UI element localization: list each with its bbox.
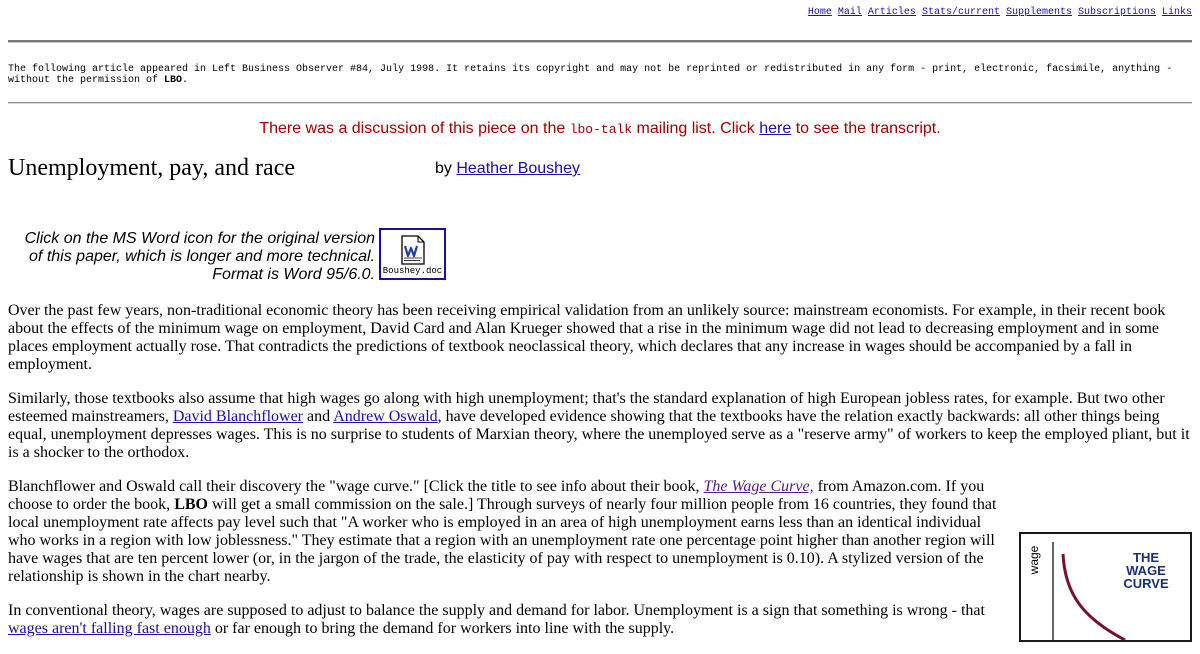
- wage-curve-line: [1063, 554, 1125, 640]
- paragraph-3-text-a: Blanchflower and Oswald call their discovery the "wage curve." [Click the title to see info about their book,: [8, 478, 704, 495]
- paragraph-2-text-a: Similarly, those textbooks also assume that high wages go along with high unemployment; that's the standard explanation of high European jobless rates, for example. But two other esteemed mainstreamers,: [8, 390, 1165, 425]
- wages-not-falling-link[interactable]: wages aren't falling fast enough: [8, 620, 211, 637]
- word-note-line-3: Format is Word 95/6.0.: [212, 266, 375, 283]
- discussion-after: to see the transcript.: [791, 120, 941, 137]
- nav-link-links[interactable]: Links: [1161, 7, 1192, 18]
- oswald-link[interactable]: Andrew Oswald: [333, 408, 438, 425]
- nav-link-subscriptions[interactable]: Subscriptions: [1077, 7, 1156, 18]
- byline: [435, 160, 580, 178]
- word-version-note: [25, 230, 375, 284]
- discussion-middle: mailing list. Click: [632, 120, 760, 137]
- blanchflower-link[interactable]: David Blanchflower: [172, 408, 304, 425]
- notice-end: .: [182, 75, 189, 86]
- byline-prefix: by: [435, 160, 457, 177]
- paragraph-4-text-b: or far enough to bring the demand for workers into line with the supply.: [210, 620, 675, 637]
- chart-title-line-2: WAGE: [1126, 563, 1166, 578]
- notice-text: The following article appeared in Left Business Observer #84, July 1998. It retains its copyright and may not be reprinted or redistributed in any form - print, electronic, facsimile, anything - without the permission of: [8, 64, 1173, 86]
- chart-title-line-3: CURVE: [1123, 576, 1169, 591]
- article-title: Unemployment, pay, and race: [8, 155, 296, 181]
- paragraph-4: [8, 602, 1007, 638]
- word-document-icon[interactable]: [379, 228, 446, 280]
- chart-title-line-1: THE: [1133, 550, 1159, 565]
- nav-link-articles[interactable]: Articles: [867, 7, 916, 18]
- paragraph-3-lbo: LBO: [174, 496, 208, 513]
- paragraph-2-text-c: , have developed evidence showing that the textbooks have the relation exactly backwards: all other things being equal, unemployment depresses wages. This is no surprise to students of Marxian theory, where the unemployed serve as a "reserve army" of workers to keep the employed pliant, but it is a shocker to the orthodox.: [8, 408, 1190, 461]
- paragraph-1: Over the past few years, non-traditional economic theory has been receiving empirical validation from an unlikely source: mainstream economists. For example, in their recent book about the effects of the minimum wage on employment, David Card and Alan Krueger showed that a rise in the minimum wage did not lead to decreasing employment and in some places employment actually rose. That contradicts the predictions of textbook neoclassical theory, which declares that any increase in wages should be accompanied by a fall in employment.: [8, 302, 1166, 373]
- word-file-icon: [398, 234, 428, 266]
- nav-link-home[interactable]: Home: [807, 7, 832, 18]
- notice-lbo: LBO: [164, 75, 183, 86]
- paragraph-3: [8, 478, 1007, 586]
- discussion-notice: [0, 120, 1200, 138]
- mailing-list-name: lbo-talk: [569, 122, 633, 137]
- wage-axis-label: wage: [1027, 545, 1041, 575]
- word-file-name: Boushey.doc: [382, 266, 443, 276]
- wage-curve-chart: [1019, 532, 1192, 642]
- nav-link-stats-current[interactable]: Stats/current: [921, 7, 1000, 18]
- paragraph-2: [8, 390, 1192, 462]
- word-note-line-2: of this paper, which is longer and more technical.: [29, 248, 375, 265]
- nav-link-mail[interactable]: Mail: [837, 7, 862, 18]
- article-body: [8, 302, 1192, 654]
- paragraph-2-text-b: and: [303, 408, 334, 425]
- copyright-notice: [8, 64, 1192, 86]
- wage-curve-book-link[interactable]: The Wage Curve,: [703, 478, 814, 495]
- author-link[interactable]: Heather Boushey: [456, 160, 580, 177]
- wage-curve-svg: [1021, 534, 1190, 640]
- nav-link-supplements[interactable]: Supplements: [1005, 7, 1072, 18]
- notice-divider: [8, 102, 1192, 104]
- paragraph-4-text-a: In conventional theory, wages are supposed to adjust to balance the supply and demand for labor. Unemployment is a sign that something is wrong - that: [8, 602, 985, 619]
- top-navigation: [802, 7, 1192, 18]
- paragraph-3-text-b: from Amazon.com. If you choose to order the book,: [8, 478, 985, 513]
- header-divider: [8, 40, 1192, 43]
- transcript-link[interactable]: here: [759, 120, 792, 137]
- discussion-before: There was a discussion of this piece on the: [259, 120, 570, 137]
- paragraph-3-text-c: will get a small commission on the sale.] Through surveys of nearly four million people from 16 countries, they found that local unemployment rate affects pay level such that "A worker who is employed in an area of high unemployment earns less than an identical individual who works in a region with low joblessness." They estimate that a region with an unemployment rate one percentage point higher than another region will have wages that are ten percent lower (or, in the jargon of the trade, the elasticity of pay with respect to unemployment is 0.10). A stylized version of the relationship is shown in the chart nearby.: [8, 496, 997, 585]
- word-note-line-1: Click on the MS Word icon for the original version: [24, 230, 375, 247]
